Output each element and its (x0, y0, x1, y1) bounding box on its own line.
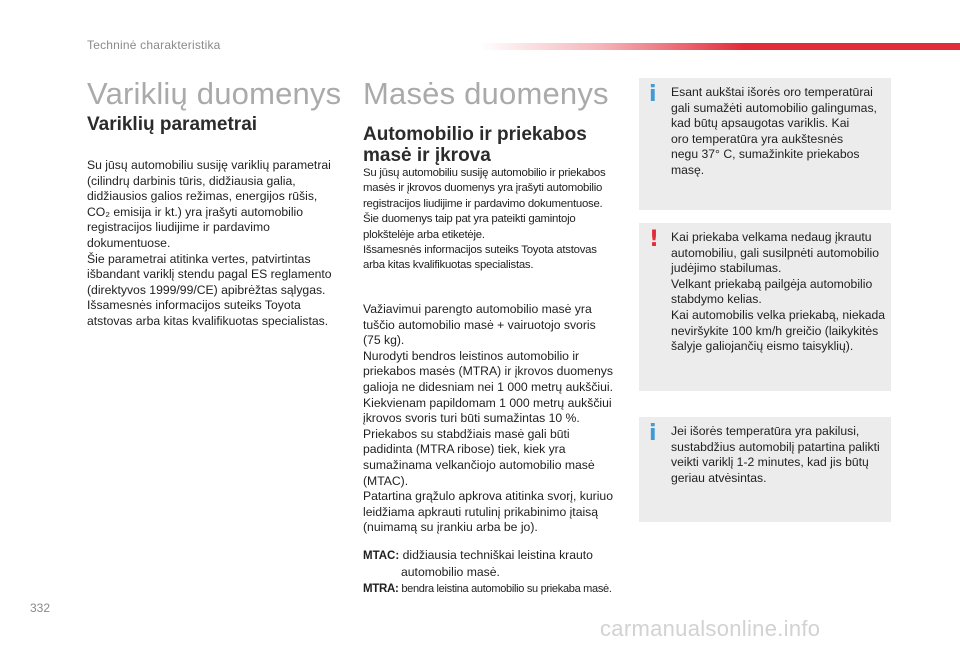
text-line: išbandant variklį stendu pagal ES reglamento (87, 267, 332, 282)
text-line: įkrovos svoris turi būti sumažintas 10 %. (363, 411, 580, 426)
engine-parameters-subtitle: Variklių parametrai (87, 114, 258, 135)
text-line: CO₂ emisija ir kt.) yra įrašyti automobilio (87, 204, 304, 219)
subtitle-line: Automobilio ir priekabos (363, 124, 587, 145)
text-line: sumažinama velkančiojo automobilio masė (363, 457, 595, 472)
text-line: gali sumažėti automobilio galingumas, (671, 100, 877, 115)
text-line: automobiliu, gali susilpnėti automobilio (671, 245, 879, 260)
text-line: plokštelėje arba etiketėje. (363, 228, 485, 241)
definition-term: MTRA: (363, 583, 399, 595)
mass-registration-text (363, 166, 605, 274)
text-line: veikti variklį 1-2 minutes, kad jis būtų (671, 455, 869, 470)
text-line: Išsamesnės informacijos suteiks Toyota (87, 298, 301, 313)
header-title: Techninė charakteristika (87, 38, 221, 52)
text-line: Šie parametrai atitinka vertes, patvirtintas (87, 251, 311, 266)
page-number: 332 (30, 601, 51, 615)
text-line: masę. (671, 162, 705, 177)
text-line: dokumentuose. (87, 235, 171, 250)
text-line: arba kitas kvalifikuotas specialistas. (363, 259, 534, 272)
text-line: (75 kg). (363, 333, 405, 348)
text-line: registracijos liudijime ir pardavimo (87, 220, 270, 235)
text-line: sustabdžius automobilį patartina palikti (671, 439, 880, 454)
text-line: registracijos liudijime ir pardavimo dokumentuose. (363, 197, 603, 210)
text-line: priekabos masės (MTRA) ir įkrovos duomenys (363, 364, 613, 379)
warning-box-trailer (639, 223, 891, 391)
text-line: Patartina grąžulo apkrova atitinka svorį, kuriuo (363, 489, 613, 504)
text-line: Šie duomenys taip pat yra pateikti gamintojo (363, 213, 576, 226)
vehicle-trailer-mass-subtitle (363, 124, 587, 166)
warning-box-text (671, 230, 885, 355)
engine-parameters-text (87, 158, 332, 330)
definition-text: bendra leistina automobilio su priekaba masė. (401, 583, 612, 595)
mtra-definition (363, 582, 612, 598)
info-icon: i (649, 421, 657, 446)
text-line: kad būtų apsaugotas variklis. Kai (671, 116, 850, 131)
info-icon: i (649, 82, 657, 107)
text-line: Jei išorės temperatūra yra pakilusi, (671, 424, 860, 438)
text-line: Velkant priekabą pailgėja automobilio (671, 276, 873, 291)
text-line: (cilindrų darbinis tūris, didžiausia galia, (87, 173, 296, 188)
warning-icon: ! (649, 227, 660, 252)
mass-details-text (363, 302, 613, 536)
text-line: leidžiama apkrauti rutulinį prikabinimo įtaisą (363, 504, 599, 519)
text-line: (direktyvos 1999/99/CE) apibrėžtas sąlygas. (87, 282, 326, 297)
text-line: Kiekvienam papildomam 1 000 metrų aukščiui (363, 395, 612, 410)
text-line: tuščio automobilio masė + vairuotojo svoris (363, 317, 596, 332)
text-line: Važiavimui parengto automobilio masė yra (363, 302, 592, 316)
text-line: geriau atvėsintas. (671, 470, 767, 485)
mtac-definition (363, 548, 593, 580)
text-line: Su jūsų automobiliu susiję variklių parametrai (87, 158, 331, 172)
text-line: oro temperatūra yra aukštesnės (671, 131, 844, 146)
text-line: negu 37° C, sumažinkite priekabos (671, 147, 860, 162)
info-box-text (671, 424, 880, 486)
info-box-cooling (639, 417, 891, 522)
text-line: (nuimamą su įrankiu arba be jo). (363, 520, 538, 535)
mass-data-title: Masės duomenys (363, 76, 609, 111)
text-line: atstovas arba kitas kvalifikuotas specialistas. (87, 313, 329, 328)
text-line: didžiausios galios režimas, energijos rūšis, (87, 189, 318, 204)
watermark: carmanualsonline.info (600, 616, 821, 641)
text-line: Esant aukštai išorės oro temperatūrai (671, 85, 873, 99)
text-line: neviršykite 100 km/h greičio (laikykitės (671, 323, 879, 338)
text-line: Su jūsų automobiliu susiję automobilio ir priekabos (363, 167, 606, 179)
text-line: masės ir įkrovos duomenys yra įrašyti automobilio (363, 182, 603, 195)
definition-text: didžiausia techniškai leistina krauto (402, 548, 593, 562)
text-line: Išsamesnės informacijos suteiks Toyota atstovas (363, 244, 597, 257)
subtitle-line: masė ir įkrova (363, 145, 491, 166)
text-line: Priekabos su stabdžiais masė gali būti (363, 426, 570, 441)
definition-line (363, 582, 612, 598)
text-line: (MTAC). (363, 473, 409, 488)
text-line: šalyje galiojančių eismo taisyklių). (671, 339, 854, 354)
text-line: galioja ne didesniam nei 1 000 metrų aukščiui. (363, 379, 613, 394)
info-box-temperature (639, 78, 891, 210)
header-accent-bar (480, 43, 960, 50)
text-line: padidinta (MTRA ribose) tiek, kiek yra (363, 442, 566, 457)
definition-continuation: automobilio masė. (401, 564, 500, 579)
text-line: Nurodyti bendros leistinos automobilio ir (363, 348, 580, 363)
engine-data-title: Variklių duomenys (87, 76, 342, 111)
definition-line (363, 548, 593, 565)
info-box-text (671, 85, 877, 179)
text-line: stabdymo kelias. (671, 292, 762, 307)
text-line: judėjimo stabilumas. (671, 261, 782, 276)
definition-term: MTAC: (363, 550, 400, 562)
text-line: Kai automobilis velka priekabą, niekada (671, 307, 886, 322)
text-line: Kai priekaba velkama nedaug įkrautu (671, 230, 872, 244)
